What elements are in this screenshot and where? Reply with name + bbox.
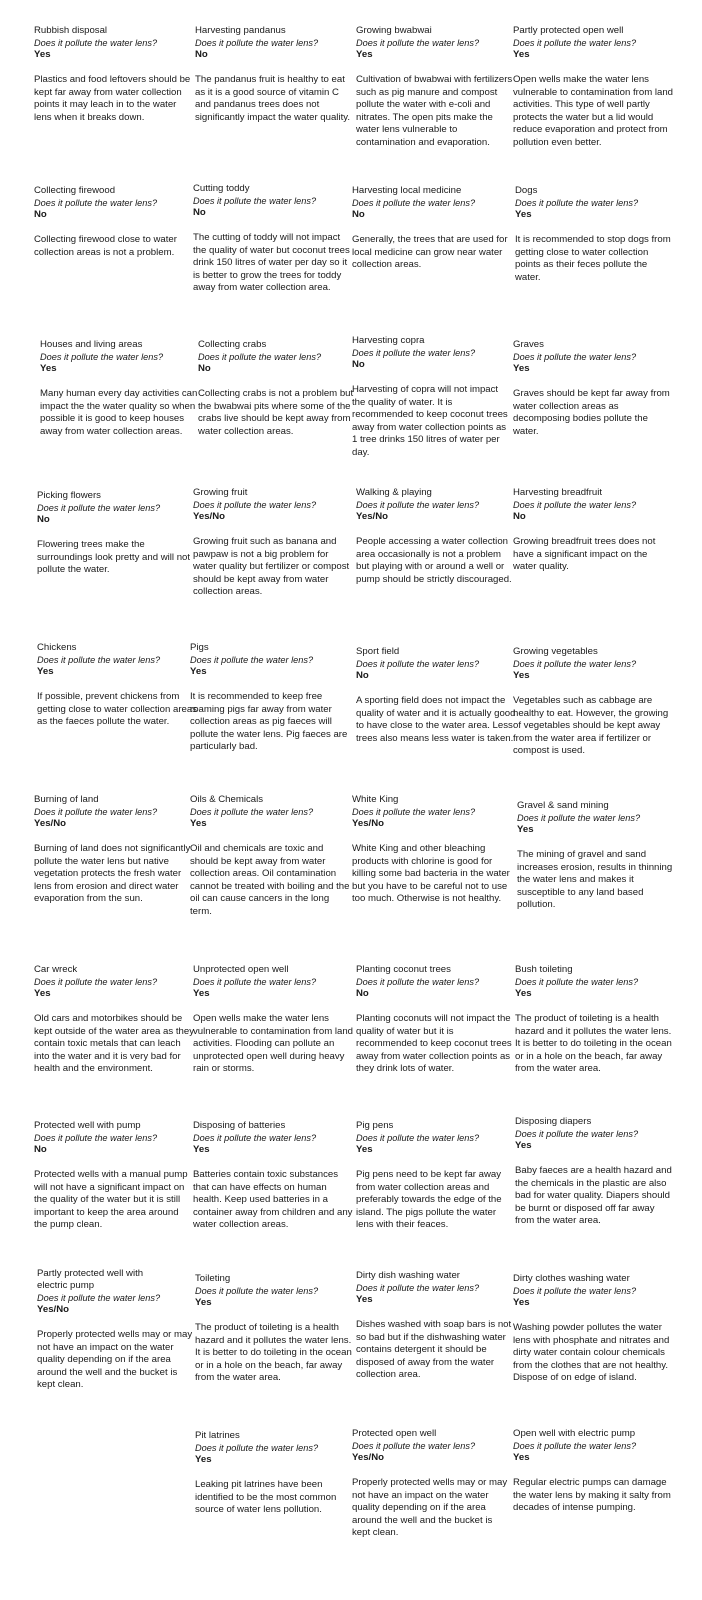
card-description: Generally, the trees that are used for local medicine can grow near water collection areas. <box>352 234 508 271</box>
pollution-card <box>40 339 200 438</box>
card-answer: Yes/No <box>193 511 225 522</box>
card-description: The product of toileting is a health hazard and it pollutes the water lens. It is better to do toileting in the ocean or in a hole on the beach, far away from the water area. <box>515 1013 672 1075</box>
card-title: Cutting toddy <box>193 183 250 194</box>
card-answer: No <box>356 670 369 681</box>
card-answer: Yes <box>515 1140 532 1151</box>
card-question: Does it pollute the water lens? <box>190 655 314 665</box>
card-question: Does it pollute the water lens? <box>515 977 639 987</box>
pollution-card <box>352 185 512 272</box>
card-title: Disposing diapers <box>515 1116 592 1127</box>
card-question: Does it pollute the water lens? <box>37 503 161 513</box>
card-question: Does it pollute the water lens? <box>195 1286 319 1296</box>
card-question: Does it pollute the water lens? <box>193 500 317 510</box>
card-description: Dishes washed with soap bars is not so bad but if the dishwashing water contains detergent it should be disposed of away from the water collection area. <box>356 1319 512 1381</box>
card-question: Does it pollute the water lens? <box>193 196 317 206</box>
card-description: The mining of gravel and sand increases erosion, results in thinning the water lens and makes it susceptible to any land based pollution. <box>517 849 673 911</box>
card-answer: Yes <box>193 1144 210 1155</box>
card-description: A sporting field does not impact the quality of water and it is actually good to have close to the water area. Less trees also means less water is taken. <box>356 695 516 744</box>
pollution-card <box>515 1116 675 1228</box>
card-answer: Yes <box>513 363 530 374</box>
card-title: White King <box>352 794 399 805</box>
card-answer: Yes <box>515 209 532 220</box>
pollution-card <box>356 964 516 1076</box>
card-description: Collecting firewood close to water collection areas is not a problem. <box>34 234 177 258</box>
card-question: Does it pollute the water lens? <box>515 1129 639 1139</box>
card-answer: No <box>34 1144 47 1155</box>
pollution-card <box>513 646 673 758</box>
card-answer: Yes <box>190 818 207 829</box>
card-title: Pigs <box>190 642 209 653</box>
card-title: Dogs <box>515 185 538 196</box>
pollution-card <box>198 339 358 438</box>
card-title: Protected open well <box>352 1428 437 1439</box>
card-answer: Yes <box>195 1454 212 1465</box>
card-question: Does it pollute the water lens? <box>515 198 639 208</box>
card-title: Toileting <box>195 1273 231 1284</box>
pollution-card <box>195 1273 355 1385</box>
card-answer: Yes/No <box>352 1452 384 1463</box>
pollution-card <box>356 646 516 745</box>
card-title: Growing vegetables <box>513 646 598 657</box>
card-title: Collecting firewood <box>34 185 116 196</box>
pollution-card <box>352 1428 512 1540</box>
card-answer: No <box>193 207 206 218</box>
card-answer: No <box>513 511 526 522</box>
card-question: Does it pollute the water lens? <box>34 977 158 987</box>
card-title: Unprotected open well <box>193 964 289 975</box>
card-title: Planting coconut trees <box>356 964 451 975</box>
card-question: Does it pollute the water lens? <box>356 659 480 669</box>
pollution-card <box>37 1268 197 1392</box>
card-description: Regular electric pumps can damage the water lens by making it salty from decades of intense pumping. <box>513 1477 671 1514</box>
card-title: Pig pens <box>356 1120 394 1131</box>
card-question: Does it pollute the water lens? <box>352 1441 476 1451</box>
card-title: Harvesting copra <box>352 335 425 346</box>
card-question: Does it pollute the water lens? <box>513 659 637 669</box>
pollution-card <box>515 964 675 1076</box>
card-description: Collecting crabs is not a problem but the bwabwai pits where some of the crabs live should be kept away from water collection areas. <box>198 388 354 437</box>
pollution-card <box>34 964 194 1076</box>
card-description: The product of toileting is a health hazard and it pollutes the water lens. It is better to do toileting in the ocean or in a hole on the beach, far away from the water area. <box>195 1322 352 1384</box>
card-description: White King and other bleaching products with chlorine is good for killing some bad bacteria in the water but you have to be careful not to use too much. Otherwise is not healthy. <box>352 843 510 905</box>
card-description: Open wells make the water lens vulnerable to contamination from land activities. This type of well partly protects the water but a lid would reduce evaporation and protect from pollution even better. <box>513 74 673 148</box>
pollution-card <box>190 642 350 754</box>
card-description: Baby faeces are a health hazard and the chemicals in the plastic are also bad for water quality. Diapers should be burnt or disposed off far away from the water area. <box>515 1165 672 1227</box>
card-description: Properly protected wells may or may not have an impact on the water quality depending on if the area around the well and the bucket is kept clean. <box>352 1477 508 1539</box>
card-description: Planting coconuts will not impact the quality of water but it is recommended to keep coconut trees away from water collection points as they drink lots of water. <box>356 1013 512 1075</box>
pollution-card <box>34 185 194 259</box>
card-question: Does it pollute the water lens? <box>34 807 158 817</box>
pollution-card <box>190 794 350 919</box>
card-title: Partly protected well with electric pump <box>37 1268 144 1291</box>
card-answer: Yes <box>517 824 534 835</box>
card-question: Does it pollute the water lens? <box>513 1286 637 1296</box>
card-answer: Yes <box>193 988 210 999</box>
pollution-card <box>352 794 512 906</box>
card-title: Partly protected open well <box>513 25 624 36</box>
card-title: Bush toileting <box>515 964 573 975</box>
card-question: Does it pollute the water lens? <box>34 38 158 48</box>
card-question: Does it pollute the water lens? <box>190 807 314 817</box>
card-title: Harvesting local medicine <box>352 185 462 196</box>
card-answer: No <box>352 359 365 370</box>
card-title: Walking & playing <box>356 487 432 498</box>
card-question: Does it pollute the water lens? <box>193 977 317 987</box>
pollution-card <box>513 1273 673 1385</box>
card-question: Does it pollute the water lens? <box>356 1283 480 1293</box>
card-title: Houses and living areas <box>40 339 143 350</box>
card-description: It is recommended to keep free roaming pigs far away from water collection areas as pig faeces will pollute the water lens. Pig faeces are particularly bad. <box>190 691 348 753</box>
card-answer: No <box>195 49 208 60</box>
card-question: Does it pollute the water lens? <box>356 38 480 48</box>
pollution-card <box>193 183 353 295</box>
card-description: Pig pens need to be kept far away from water collection areas and preferably towards the edge of the island. The pigs pollute the water lens with their feaces. <box>356 1169 502 1231</box>
card-title: Gravel & sand mining <box>517 800 609 811</box>
card-title: Dirty dish washing water <box>356 1270 460 1281</box>
card-description: Open wells make the water lens vulnerable to contamination from land activities. Flooding can pollute an unprotected open well during heavy rain or storms. <box>193 1013 353 1075</box>
card-question: Does it pollute the water lens? <box>513 38 637 48</box>
card-description: It is recommended to stop dogs from getting close to water collection points as their feces pollute the water. <box>515 234 671 283</box>
card-question: Does it pollute the water lens? <box>195 1443 319 1453</box>
card-title: Car wreck <box>34 964 78 975</box>
card-question: Does it pollute the water lens? <box>37 1293 161 1303</box>
pollution-card <box>37 642 197 729</box>
card-question: Does it pollute the water lens? <box>356 500 480 510</box>
card-description: Oil and chemicals are toxic and should be kept away from water collection areas. Oil contamination cannot be treated with boiling and the oil can cause cancers in the long term. <box>190 843 350 917</box>
card-description: People accessing a water collection area occasionally is not a problem but playing with or around a well or pump should be strictly discouraged. <box>356 536 512 585</box>
card-question: Does it pollute the water lens? <box>352 807 476 817</box>
card-answer: Yes <box>195 1297 212 1308</box>
pollution-card <box>513 339 673 438</box>
card-title: Disposing of batteries <box>193 1120 286 1131</box>
card-question: Does it pollute the water lens? <box>513 500 637 510</box>
card-title: Graves <box>513 339 544 350</box>
pollution-card <box>356 1120 516 1232</box>
card-description: Many human every day activities can impact the the water quality so when possible it is good to keep houses away from water collection areas. <box>40 388 198 437</box>
card-answer: Yes/No <box>356 511 388 522</box>
pollution-card <box>513 25 673 150</box>
pollution-card <box>352 335 512 460</box>
card-answer: No <box>37 514 50 525</box>
card-title: Harvesting breadfruit <box>513 487 603 498</box>
pollution-card <box>195 1430 355 1517</box>
card-description: Old cars and motorbikes should be kept outside of the water area as they contain toxic metals that can leach into the water and it is very bad for health and the environment. <box>34 1013 194 1075</box>
card-description: If possible, prevent chickens from getting close to water collection areas as the faeces pollute the water. <box>37 691 197 728</box>
card-question: Does it pollute the water lens? <box>352 198 476 208</box>
card-title: Growing bwabwai <box>356 25 432 36</box>
card-answer: Yes <box>190 666 207 677</box>
card-answer: Yes/No <box>37 1304 69 1315</box>
card-question: Does it pollute the water lens? <box>356 977 480 987</box>
card-description: Burning of land does not significantly pollute the water lens but native vegetation protects the fresh water lens from erosion and direct water evaporation from the sun. <box>34 843 191 905</box>
card-description: Cultivation of bwabwai with fertilizers such as pig manure and compost pollute the water with e-coli and nitrates. The open pits make the water lens vulnerable to contamination and evaporation. <box>356 74 513 148</box>
card-description: Graves should be kept far away from water collection areas as decomposing bodies pollute the water. <box>513 388 670 437</box>
card-answer: No <box>356 988 369 999</box>
card-answer: No <box>198 363 211 374</box>
card-answer: No <box>352 209 365 220</box>
card-title: Growing fruit <box>193 487 248 498</box>
card-title: Rubbish disposal <box>34 25 108 36</box>
card-description: Growing fruit such as banana and pawpaw is not a big problem for water quality but fertilizer or compost should be kept away from water collection areas. <box>193 536 350 598</box>
card-question: Does it pollute the water lens? <box>37 655 161 665</box>
card-answer: Yes <box>356 1294 373 1305</box>
card-question: Does it pollute the water lens? <box>352 348 476 358</box>
card-title: Picking flowers <box>37 490 101 501</box>
card-answer: Yes <box>513 49 530 60</box>
pollution-card <box>513 1428 673 1515</box>
card-answer: Yes <box>34 988 51 999</box>
pollution-card <box>37 490 197 577</box>
card-title: Sport field <box>356 646 400 657</box>
card-question: Does it pollute the water lens? <box>193 1133 317 1143</box>
card-answer: Yes <box>356 49 373 60</box>
card-question: Does it pollute the water lens? <box>517 813 641 823</box>
pollution-card <box>34 794 194 906</box>
card-answer: Yes <box>513 670 530 681</box>
card-answer: No <box>34 209 47 220</box>
card-title: Burning of land <box>34 794 99 805</box>
card-question: Does it pollute the water lens? <box>34 1133 158 1143</box>
card-description: Leaking pit latrines have been identified to be the most common source of water lens pollution. <box>195 1479 337 1516</box>
card-answer: Yes <box>34 49 51 60</box>
card-question: Does it pollute the water lens? <box>198 352 322 362</box>
card-answer: Yes <box>356 1144 373 1155</box>
card-title: Open well with electric pump <box>513 1428 636 1439</box>
card-question: Does it pollute the water lens? <box>513 352 637 362</box>
card-title: Oils & Chemicals <box>190 794 264 805</box>
pollution-card <box>193 487 353 599</box>
pollution-card <box>513 487 673 574</box>
pollution-card <box>34 25 194 124</box>
card-answer: Yes <box>513 1452 530 1463</box>
card-question: Does it pollute the water lens? <box>356 1133 480 1143</box>
card-answer: Yes <box>513 1297 530 1308</box>
pollution-card <box>356 487 516 586</box>
card-answer: Yes/No <box>352 818 384 829</box>
card-description: Batteries contain toxic substances that can have effects on human health. Keep used batteries in a container away from children and any water collection areas. <box>193 1169 353 1231</box>
card-description: Flowering trees make the surroundings look pretty and will not pollute the water. <box>37 539 191 576</box>
card-question: Does it pollute the water lens? <box>40 352 164 362</box>
card-description: The cutting of toddy will not impact the quality of water but coconut trees drink 150 litres of water per day so it is better to grow the trees for toddy away from water collection area. <box>193 232 350 294</box>
card-question: Does it pollute the water lens? <box>34 198 158 208</box>
card-title: Dirty clothes washing water <box>513 1273 630 1284</box>
card-title: Protected well with pump <box>34 1120 141 1131</box>
card-description: Vegetables such as cabbage are healthy to eat. However, the growing of vegetables should be kept away from the water area if fertilizer or compost is used. <box>513 695 669 757</box>
card-description: Harvesting of copra will not impact the quality of water. It is recommended to keep coconut trees away from water collection points as 1 tree drinks 150 litres of water per day. <box>352 384 508 458</box>
pollution-card <box>34 1120 194 1232</box>
card-title: Harvesting pandanus <box>195 25 286 36</box>
card-answer: Yes <box>37 666 54 677</box>
card-description: Plastics and food leftovers should be kept far away from water collection points it may leach in to the water lens when it breaks down. <box>34 74 191 123</box>
pollution-card <box>195 25 355 124</box>
card-title: Chickens <box>37 642 77 653</box>
card-description: Properly protected wells may or may not have an impact on the water quality depending on if the area around the well and the bucket is kept clean. <box>37 1329 193 1391</box>
pollution-card <box>356 1270 516 1382</box>
pollution-card <box>517 800 677 912</box>
pollution-card <box>515 185 675 284</box>
card-description: The pandanus fruit is healthy to eat as it is a good source of vitamin C and pandanus trees does not significantly impact the water quality. <box>195 74 350 123</box>
card-title: Pit latrines <box>195 1430 240 1441</box>
pollution-card <box>193 1120 353 1232</box>
card-title: Collecting crabs <box>198 339 267 350</box>
card-answer: Yes <box>40 363 57 374</box>
card-answer: Yes/No <box>34 818 66 829</box>
card-question: Does it pollute the water lens? <box>195 38 319 48</box>
card-answer: Yes <box>515 988 532 999</box>
card-description: Washing powder pollutes the water lens with phosphate and nitrates and dirty water contain colour chemicals from the clothes that are not healthy. Dispose of on edge of island. <box>513 1322 670 1384</box>
card-description: Protected wells with a manual pump will not have a significant impact on the quality of the water but it is still important to keep the area around the pump clean. <box>34 1169 188 1231</box>
card-question: Does it pollute the water lens? <box>513 1441 637 1451</box>
pollution-card <box>356 25 516 150</box>
card-description: Growing breadfruit trees does not have a significant impact on the water quality. <box>513 536 656 573</box>
pollution-card <box>193 964 353 1076</box>
